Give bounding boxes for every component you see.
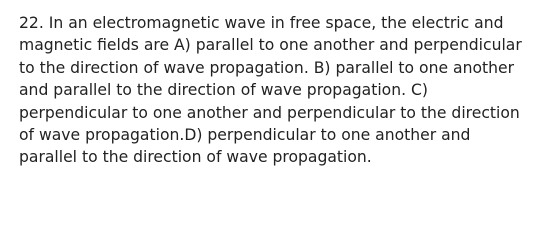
question-line-2: magnetic fields are A) parallel to one another and perpendicular [19, 36, 522, 55]
question-line-5: perpendicular to one another and perpendicular to the direction [19, 103, 520, 122]
question-line-1: 22. In an electromagnetic wave in free space, the electric and [19, 14, 504, 32]
question-line-3: to the direction of wave propagation. B) parallel to one another [19, 58, 515, 77]
question-line-4: and parallel to the direction of wave propagation. C) [19, 81, 428, 100]
question-text [19, 12, 548, 169]
question-line-7: parallel to the direction of wave propagation. [19, 148, 372, 167]
question-line-6: of wave propagation.D) perpendicular to one another and [19, 126, 471, 145]
